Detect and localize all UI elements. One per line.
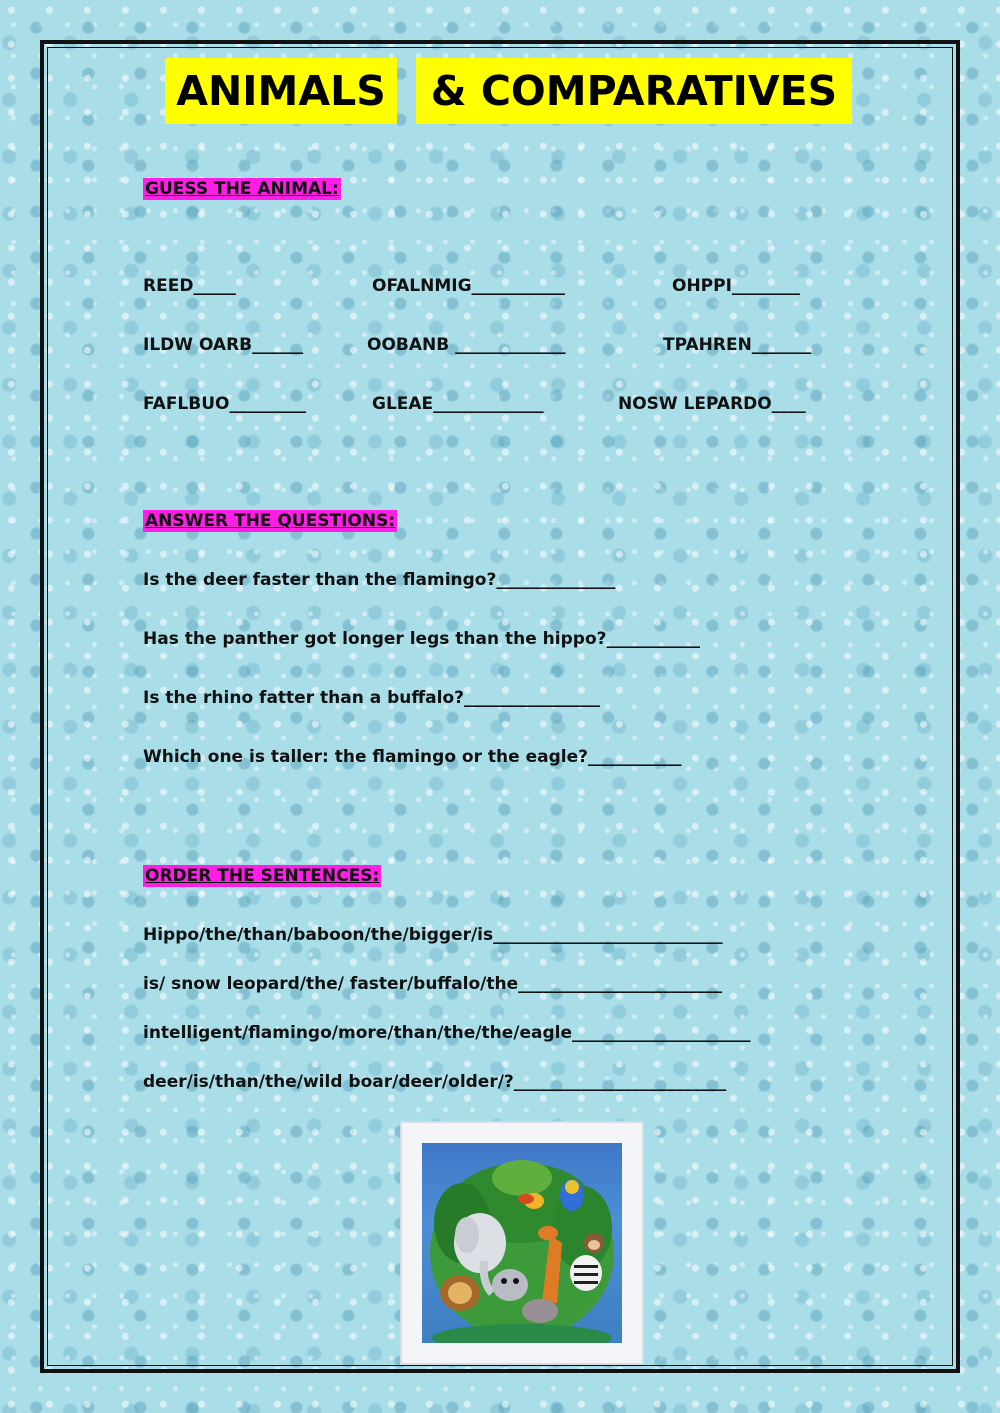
jungle-illustration-svg	[422, 1143, 622, 1343]
scrambled-word: NOSW LEPARDO____	[618, 394, 806, 414]
question-line: Is the rhino fatter than a buffalo?________________	[143, 688, 600, 708]
scrambled-word: FAFLBUO_________	[143, 394, 306, 414]
question-line: Which one is taller: the flamingo or the eagle?___________	[143, 747, 682, 767]
scrambled-word: REED_____	[143, 276, 236, 296]
title-word-animals: ANIMALS	[165, 58, 397, 124]
question-line: Has the panther got longer legs than the hippo?___________	[143, 629, 700, 649]
order-heading: ORDER THE SENTENCES:	[145, 866, 380, 886]
puzzle-row	[143, 394, 863, 418]
sentence-line: intelligent/flamingo/more/than/the/the/eagle_____________________	[143, 1023, 751, 1043]
sentence-line: is/ snow leopard/the/ faster/buffalo/the________________________	[143, 974, 723, 994]
jungle-animals-picture	[400, 1121, 644, 1365]
scrambled-word: GLEAE_____________	[372, 394, 544, 414]
scrambled-word: ILDW OARB______	[143, 335, 304, 355]
scrambled-word: TPAHREN_______	[663, 335, 812, 355]
puzzle-row	[143, 335, 863, 359]
sentence-line: deer/is/than/the/wild boar/deer/older/?_________________________	[143, 1072, 727, 1092]
scrambled-word: OHPPI________	[672, 276, 800, 296]
question-line: Is the deer faster than the flamingo?______________	[143, 570, 616, 590]
answer-heading: ANSWER THE QUESTIONS:	[145, 511, 396, 531]
guess-heading: GUESS THE ANIMAL:	[145, 179, 339, 199]
puzzle-row	[143, 276, 863, 300]
sentence-line: Hippo/the/than/baboon/the/bigger/is___________________________	[143, 925, 723, 945]
title-word-comparatives: & COMPARATIVES	[416, 58, 852, 124]
jungle-illustration	[422, 1143, 622, 1343]
scrambled-word: OFALNMIG___________	[372, 276, 566, 296]
scrambled-word: OOBANB _____________	[367, 335, 566, 355]
